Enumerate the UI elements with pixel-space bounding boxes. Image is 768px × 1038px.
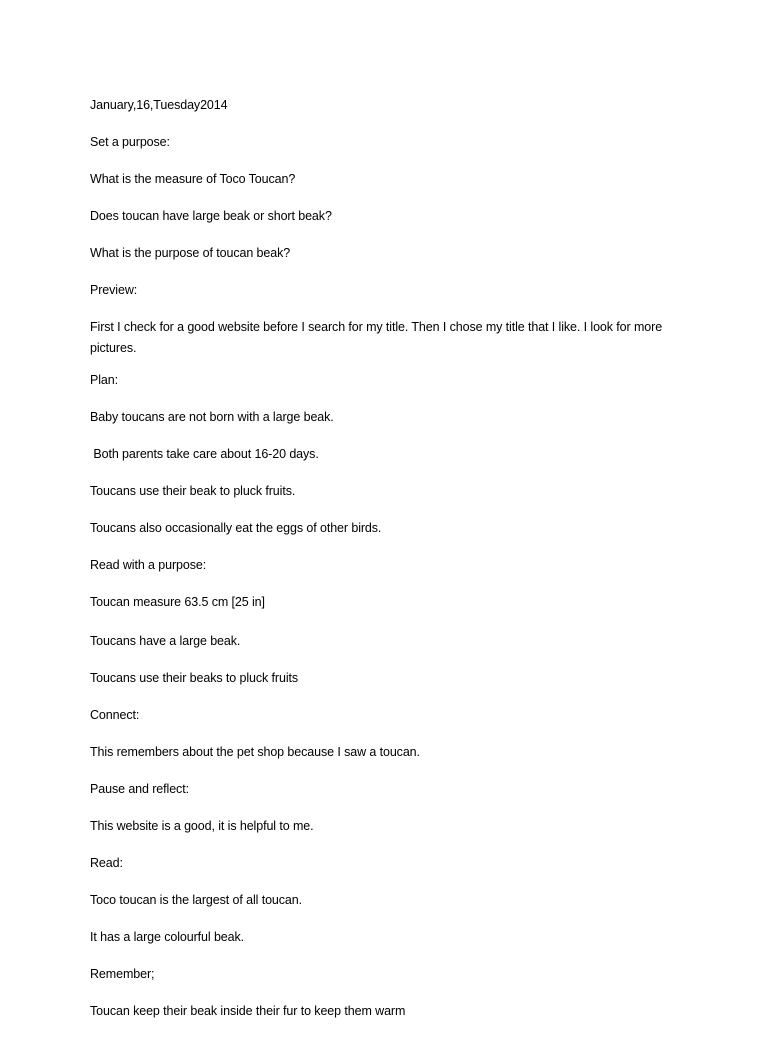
- heading-connect: Connect:: [90, 708, 140, 722]
- heading-pause-and-reflect: Pause and reflect:: [90, 782, 189, 796]
- question-line: Does toucan have large beak or short beak?: [90, 209, 332, 223]
- preview-paragraph: First I check for a good website before I search for my title. Then I chose my title that I like. I look for more pictures.: [90, 320, 666, 355]
- plan-line: Toucans use their beak to pluck fruits.: [90, 484, 296, 498]
- document-body: [90, 95, 690, 1038]
- heading-plan: Plan:: [90, 373, 118, 387]
- plan-line: Baby toucans are not born with a large beak.: [90, 410, 334, 424]
- question-line: What is the purpose of toucan beak?: [90, 246, 291, 260]
- plan-line: Toucans also occasionally eat the eggs of other birds.: [90, 521, 382, 535]
- plan-line: Both parents take care about 16-20 days.: [90, 447, 319, 461]
- heading-set-a-purpose: Set a purpose:: [90, 135, 170, 149]
- question-line: What is the measure of Toco Toucan?: [90, 172, 296, 186]
- heading-read: Read:: [90, 856, 123, 870]
- date-line: January,16,Tuesday2014: [90, 98, 228, 112]
- read-line: Toucans have a large beak.: [90, 634, 241, 648]
- read-fact-line: It has a large colourful beak.: [90, 930, 245, 944]
- read-fact-line: Toco toucan is the largest of all toucan.: [90, 893, 303, 907]
- remember-line: Toucan keep their beak inside their fur to keep them warm: [90, 1004, 406, 1018]
- connect-line: This remembers about the pet shop because I saw a toucan.: [90, 745, 420, 759]
- heading-read-with-a-purpose: Read with a purpose:: [90, 558, 207, 572]
- heading-remember: Remember;: [90, 967, 155, 981]
- read-line: Toucans use their beaks to pluck fruits: [90, 671, 299, 685]
- reflect-line: This website is a good, it is helpful to me.: [90, 819, 314, 833]
- read-line: Toucan measure 63.5 cm [25 in]: [90, 595, 265, 609]
- heading-preview: Preview:: [90, 283, 138, 297]
